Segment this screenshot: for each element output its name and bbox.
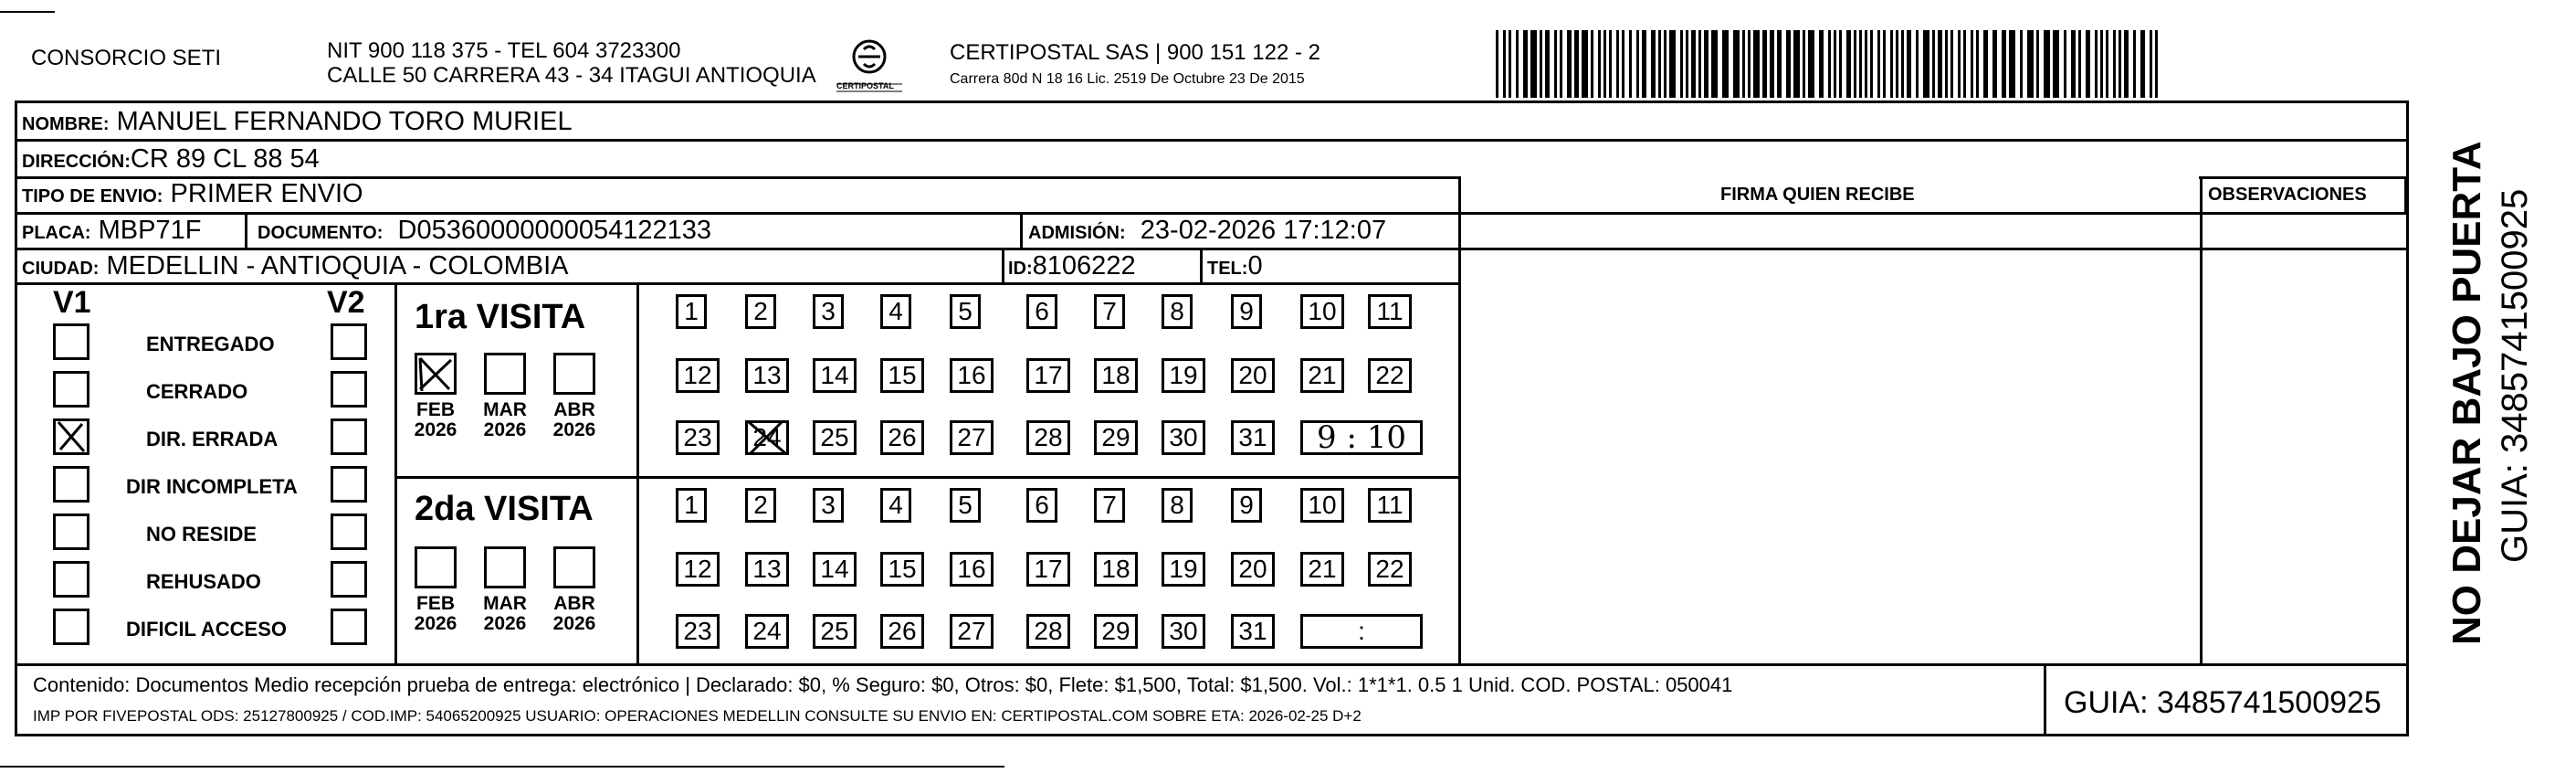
barcode-bar — [1516, 30, 1519, 98]
carrier-sub: Carrera 80d N 18 16 Lic. 2519 De Octubre 23 De 2015 — [950, 71, 1305, 87]
barcode-bar — [1669, 30, 1676, 98]
day-box[interactable]: 5 — [950, 488, 981, 523]
shipment-type-field: TIPO DE ENVIO: PRIMER ENVIO — [22, 179, 363, 208]
day-box[interactable]: 13 — [745, 358, 789, 393]
day-box[interactable]: 30 — [1162, 420, 1205, 455]
day-box[interactable]: 20 — [1231, 358, 1275, 393]
day-box[interactable]: 27 — [950, 420, 994, 455]
barcode-bar — [1642, 30, 1646, 98]
barcode-bar — [2053, 30, 2059, 98]
day-box[interactable]: 18 — [1094, 552, 1138, 587]
day-box[interactable]: 28 — [1026, 420, 1070, 455]
barcode-bar — [1651, 30, 1656, 98]
barcode-bar — [2002, 30, 2006, 98]
day-box[interactable]: 23 — [676, 614, 720, 649]
barcode-bar — [1545, 30, 1550, 98]
day-box[interactable]: 26 — [880, 614, 924, 649]
day-box[interactable]: 27 — [950, 614, 994, 649]
barcode-bar — [1540, 30, 1542, 98]
v2-checkbox[interactable] — [331, 609, 367, 645]
barcode-bar — [2133, 30, 2136, 98]
day-box[interactable]: 19 — [1162, 358, 1205, 393]
barcode-bar — [1664, 30, 1667, 98]
barcode-bar — [1762, 30, 1767, 98]
barcode-bar — [1950, 30, 1953, 98]
barcode-bar — [1923, 30, 1929, 98]
day-box[interactable]: 2 — [745, 488, 776, 523]
day-box[interactable]: 17 — [1026, 552, 1070, 587]
barcode-bar — [1616, 30, 1619, 98]
barcode-bar — [2044, 30, 2050, 98]
tel-field: TEL:0 — [1207, 251, 1263, 281]
v2-checkbox[interactable] — [331, 466, 367, 503]
v1-checkbox[interactable] — [53, 323, 89, 360]
first-visit-title: 1ra VISITA — [415, 298, 586, 336]
certipostal-logo: CERTIPOSTAL — [833, 37, 906, 97]
status-option-label: ENTREGADO — [146, 333, 275, 355]
barcode-bar — [1722, 30, 1729, 98]
v1-checkbox[interactable] — [53, 609, 89, 645]
day-box[interactable]: 15 — [880, 358, 924, 393]
barcode-bar — [2155, 30, 2158, 98]
barcode-bar — [1859, 30, 1862, 98]
day-box[interactable]: 1 — [676, 294, 707, 329]
day-box[interactable]: 10 — [1300, 294, 1344, 329]
barcode-bar — [2124, 30, 2129, 98]
barcode-bar — [1636, 30, 1639, 98]
barcode-bar — [1907, 30, 1911, 98]
barcode-bar — [1523, 30, 1528, 98]
day-box[interactable]: 16 — [950, 552, 994, 587]
day-box[interactable]: 12 — [676, 358, 720, 393]
barcode-bar — [2119, 30, 2121, 98]
day-box[interactable]: 4 — [880, 294, 911, 329]
barcode-bar — [1698, 30, 1701, 98]
barcode-bar — [2020, 30, 2023, 98]
status-option-label: DIFICIL ACCESO — [126, 618, 288, 641]
month-checkbox[interactable] — [415, 353, 457, 395]
barcode-bar — [1890, 30, 1893, 98]
document-field: DOCUMENTO: D05360000000054122133 — [258, 216, 712, 245]
barcode-bar — [2086, 30, 2090, 98]
month-label: MAR 2026 — [483, 593, 527, 634]
side-warning: NO DEJAR BAJO PUERTA — [2445, 141, 2489, 645]
barcode-bar — [1945, 30, 1948, 98]
day-box[interactable]: 28 — [1026, 614, 1070, 649]
barcode-bar — [1846, 30, 1851, 98]
barcode-bar — [2027, 30, 2034, 98]
v1-checkbox[interactable] — [53, 371, 89, 408]
v2-checkbox[interactable] — [331, 323, 367, 360]
address-line: CALLE 50 CARRERA 43 - 34 ITAGUI ANTIOQUIA — [327, 63, 816, 88]
barcode-bar — [1777, 30, 1782, 98]
day-box[interactable]: 21 — [1300, 552, 1344, 587]
day-box[interactable]: 2 — [745, 294, 776, 329]
barcode-bar — [1963, 30, 1966, 98]
month-label: ABR 2026 — [552, 593, 596, 634]
barcode-bar — [1509, 30, 1511, 98]
barcode-bar — [1971, 30, 1973, 98]
plate-field: PLACA: MBP71F — [22, 216, 202, 245]
barcode-bar — [2100, 30, 2103, 98]
barcode-bar — [1834, 30, 1836, 98]
admission-field: ADMISIÓN: 23-02-2026 17:12:07 — [1028, 216, 1387, 245]
barcode-bar — [2140, 30, 2145, 98]
month-label: ABR 2026 — [552, 399, 596, 440]
day-box[interactable]: 8 — [1162, 488, 1193, 523]
day-box[interactable]: 19 — [1162, 552, 1205, 587]
v1-label: V1 — [53, 285, 91, 320]
day-box[interactable]: 20 — [1231, 552, 1275, 587]
barcode-bar — [1658, 30, 1661, 98]
barcode-bar — [1704, 30, 1709, 98]
barcode-bar — [1983, 30, 1988, 98]
name-field: NOMBRE: MANUEL FERNANDO TORO MURIEL — [22, 107, 573, 136]
day-box[interactable]: 23 — [676, 420, 720, 455]
barcode-bar — [1883, 30, 1886, 98]
handwritten-x-mark — [53, 418, 89, 455]
day-box[interactable]: 7 — [1094, 488, 1125, 523]
day-box[interactable]: 4 — [880, 488, 911, 523]
barcode-bar — [1567, 30, 1572, 98]
barcode-bar — [1680, 30, 1683, 98]
barcode-bar — [1803, 30, 1805, 98]
barcode-bar — [1786, 30, 1791, 98]
footer-guide: GUIA: 3485741500925 — [2064, 685, 2381, 720]
day-box[interactable]: 31 — [1231, 420, 1275, 455]
day-box[interactable]: 26 — [880, 420, 924, 455]
barcode-bar — [2106, 30, 2108, 98]
day-box[interactable]: 25 — [813, 420, 857, 455]
day-box[interactable]: 29 — [1094, 614, 1138, 649]
day-box[interactable]: 11 — [1368, 488, 1412, 523]
month-checkbox[interactable] — [484, 546, 526, 588]
barcode-bar — [2036, 30, 2039, 98]
day-box[interactable]: 10 — [1300, 488, 1344, 523]
day-box[interactable]: 18 — [1094, 358, 1138, 393]
day-box[interactable]: 22 — [1368, 358, 1412, 393]
barcode-bar — [1916, 30, 1919, 98]
status-option-label: REHUSADO — [146, 570, 261, 593]
barcode-bar — [1932, 30, 1935, 98]
barcode-bar — [2078, 30, 2081, 98]
handwritten-x-mark — [745, 420, 789, 455]
day-box[interactable]: 15 — [880, 552, 924, 587]
second-visit-title: 2da VISITA — [415, 490, 594, 528]
barcode-bar — [1808, 30, 1814, 98]
barcode-bar — [1901, 30, 1904, 98]
barcode-bar — [1503, 30, 1506, 98]
barcode-bar — [1686, 30, 1688, 98]
barcode-bar — [1793, 30, 1800, 98]
barcode-bar — [2095, 30, 2098, 98]
day-box[interactable]: 7 — [1094, 294, 1125, 329]
day-box[interactable]: 30 — [1162, 614, 1205, 649]
status-option-label: DIR. ERRADA — [146, 428, 279, 450]
barcode-bar — [1992, 30, 1997, 98]
day-box[interactable]: 22 — [1368, 552, 1412, 587]
carrier-line: CERTIPOSTAL SAS | 900 151 122 - 2 — [950, 40, 1320, 65]
side-guide: GUIA: 3485741500925 — [2495, 188, 2535, 563]
company-name: CONSORCIO SETI — [31, 46, 222, 70]
day-box[interactable]: 11 — [1368, 294, 1412, 329]
day-box[interactable]: 9 — [1231, 488, 1262, 523]
bottom-edge — [0, 766, 1004, 768]
imp-line: IMP POR FIVEPOSTAL ODS: 25127800925 / COD.IMP: 54065200925 USUARIO: OPERACIONES MEDELLIN CONSULTE SU ENVIO EN: CERTIPOSTAL.COM SOBRE ETA: 2026-02-25 D+2 — [33, 707, 1362, 725]
day-box[interactable]: 16 — [950, 358, 994, 393]
barcode-bar — [1742, 30, 1745, 98]
handwritten-x-mark — [415, 353, 457, 395]
barcode-bar — [2113, 30, 2116, 98]
barcode-bar — [1877, 30, 1880, 98]
v2-checkbox[interactable] — [331, 418, 367, 455]
status-option-label: CERRADO — [146, 380, 248, 403]
city-field: CIUDAD: MEDELLIN - ANTIOQUIA - COLOMBIA — [22, 251, 569, 281]
v1-checkbox[interactable] — [53, 418, 89, 455]
day-box[interactable]: 14 — [813, 552, 857, 587]
day-box[interactable]: 31 — [1231, 614, 1275, 649]
barcode-bar — [1582, 30, 1588, 98]
day-box[interactable]: 8 — [1162, 294, 1193, 329]
barcode-bar — [1854, 30, 1856, 98]
barcode-bar — [2064, 30, 2066, 98]
v1-checkbox[interactable] — [53, 466, 89, 503]
day-box[interactable]: 9 — [1231, 294, 1262, 329]
status-option-label: NO RESIDE — [146, 523, 258, 545]
barcode-bar — [1819, 30, 1824, 98]
barcode-bar — [1711, 30, 1718, 98]
barcode-bar — [1609, 30, 1612, 98]
day-box[interactable]: 12 — [676, 552, 720, 587]
barcode-bar — [1839, 30, 1842, 98]
month-label: MAR 2026 — [483, 399, 527, 440]
month-checkbox[interactable] — [415, 546, 457, 588]
barcode-bar — [2150, 30, 2152, 98]
day-box[interactable]: 25 — [813, 614, 857, 649]
day-box[interactable]: 17 — [1026, 358, 1070, 393]
barcode — [1496, 30, 2164, 98]
visit-time-box[interactable]: 9 : 10 — [1300, 420, 1423, 455]
day-box[interactable]: 29 — [1094, 420, 1138, 455]
barcode-bar — [1691, 30, 1696, 98]
day-box[interactable]: 14 — [813, 358, 857, 393]
month-label: FEB 2026 — [414, 399, 457, 440]
day-box[interactable]: 13 — [745, 552, 789, 587]
day-box[interactable]: 24 — [745, 614, 789, 649]
barcode-bar — [1603, 30, 1606, 98]
day-box[interactable]: 24 — [745, 420, 789, 455]
barcode-bar — [1938, 30, 1942, 98]
barcode-bar — [2009, 30, 2015, 98]
v2-label: V2 — [327, 285, 365, 320]
barcode-bar — [1865, 30, 1867, 98]
barcode-bar — [1976, 30, 1979, 98]
v2-checkbox[interactable] — [331, 561, 367, 598]
day-box[interactable]: 6 — [1026, 488, 1057, 523]
v2-checkbox[interactable] — [331, 514, 367, 550]
month-label: FEB 2026 — [414, 593, 457, 634]
barcode-bar — [1770, 30, 1774, 98]
barcode-bar — [1753, 30, 1760, 98]
barcode-bar — [1591, 30, 1593, 98]
top-mark — [0, 11, 55, 13]
label-frame — [15, 101, 2409, 736]
v1-checkbox[interactable] — [53, 514, 89, 550]
month-checkbox[interactable] — [553, 353, 595, 395]
day-box[interactable]: 21 — [1300, 358, 1344, 393]
day-box[interactable]: 3 — [813, 294, 844, 329]
day-box[interactable]: 5 — [950, 294, 981, 329]
v1-checkbox[interactable] — [53, 561, 89, 598]
id-field: ID:8106222 — [1008, 251, 1136, 281]
barcode-bar — [1574, 30, 1579, 98]
day-box[interactable]: 3 — [813, 488, 844, 523]
address-field: DIRECCIÓN:CR 89 CL 88 54 — [22, 144, 320, 174]
content-line: Contenido: Documentos Medio recepción prueba de entrega: electrónico | Declarado: $0, % Seguro: $0, Otros: $0, Flete: $1,500, Total: $1,500. Vol.: 1*1*1. 0.5 1 Unid. COD. POSTAL: 050041 — [33, 673, 1733, 696]
day-box[interactable]: 1 — [676, 488, 707, 523]
barcode-bar — [1733, 30, 1740, 98]
barcode-bar — [1896, 30, 1898, 98]
signature-header: FIRMA QUIEN RECIBE — [1720, 185, 1915, 205]
v2-checkbox[interactable] — [331, 371, 367, 408]
barcode-bar — [1496, 30, 1498, 98]
month-checkbox[interactable] — [553, 546, 595, 588]
barcode-bar — [1554, 30, 1557, 98]
day-box[interactable]: 6 — [1026, 294, 1057, 329]
barcode-bar — [1598, 30, 1601, 98]
barcode-bar — [1870, 30, 1873, 98]
barcode-bar — [2071, 30, 2076, 98]
status-option-label: DIR INCOMPLETA — [126, 475, 298, 498]
barcode-bar — [1958, 30, 1961, 98]
barcode-bar — [1622, 30, 1624, 98]
barcode-bar — [1828, 30, 1831, 98]
barcode-bar — [1748, 30, 1751, 98]
visit-time-box[interactable]: : — [1300, 614, 1423, 649]
barcode-bar — [1629, 30, 1632, 98]
barcode-bar — [1560, 30, 1562, 98]
nit-line: NIT 900 118 375 - TEL 604 3723300 — [327, 38, 681, 63]
month-checkbox[interactable] — [484, 353, 526, 395]
barcode-bar — [1530, 30, 1537, 98]
observations-header: OBSERVACIONES — [2208, 185, 2367, 205]
